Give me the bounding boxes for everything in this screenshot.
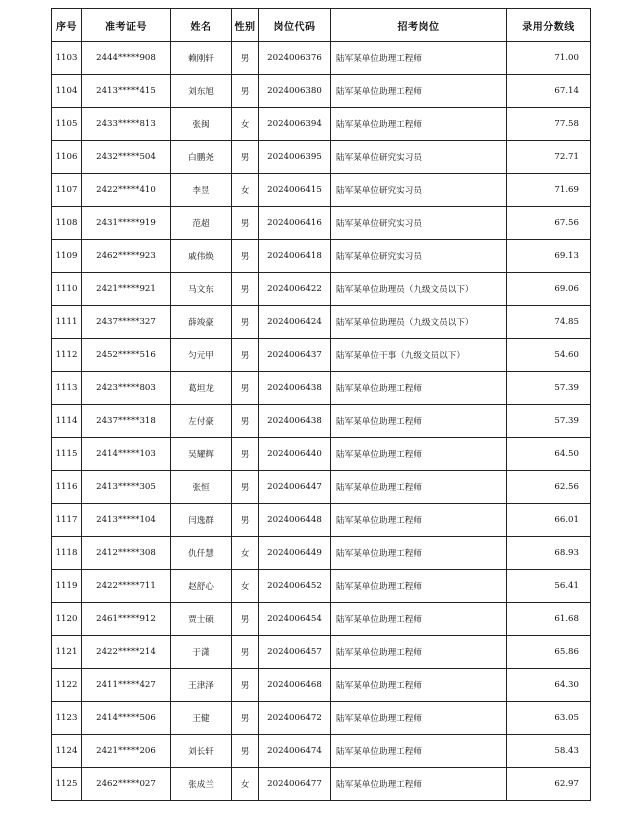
cell-name: 赖刚轩 — [171, 42, 232, 75]
cell-gender: 女 — [232, 570, 259, 603]
table-row — [52, 273, 591, 306]
table-row — [52, 339, 591, 372]
cell-ticket-number: 2414*****103 — [82, 438, 171, 471]
cell-ticket-number: 2444*****908 — [82, 42, 171, 75]
cell-position: 陆军某单位研究实习员 — [331, 240, 507, 273]
cell-gender: 女 — [232, 174, 259, 207]
cell-name: 范超 — [171, 207, 232, 240]
cell-ticket-number: 2461*****912 — [82, 603, 171, 636]
cell-score: 54.60 — [507, 339, 591, 372]
cell-name: 张闽 — [171, 108, 232, 141]
cell-position-code: 2024006474 — [259, 735, 331, 768]
cell-gender: 男 — [232, 438, 259, 471]
cell-score: 72.71 — [507, 141, 591, 174]
cell-name: 仇仟慧 — [171, 537, 232, 570]
cell-gender: 男 — [232, 471, 259, 504]
header-name: 姓名 — [171, 9, 232, 42]
table-row — [52, 240, 591, 273]
table-row — [52, 504, 591, 537]
results-table — [51, 8, 591, 801]
cell-name: 王津泽 — [171, 669, 232, 702]
cell-position: 陆军某单位助理工程师 — [331, 735, 507, 768]
header-position: 招考岗位 — [331, 9, 507, 42]
cell-ticket-number: 2433*****813 — [82, 108, 171, 141]
header-seq: 序号 — [52, 9, 82, 42]
cell-score: 67.56 — [507, 207, 591, 240]
table-row — [52, 108, 591, 141]
cell-gender: 男 — [232, 636, 259, 669]
cell-name: 赵舒心 — [171, 570, 232, 603]
cell-position: 陆军某单位助理工程师 — [331, 504, 507, 537]
cell-position-code: 2024006454 — [259, 603, 331, 636]
cell-position-code: 2024006424 — [259, 306, 331, 339]
cell-position-code: 2024006380 — [259, 75, 331, 108]
cell-ticket-number: 2452*****516 — [82, 339, 171, 372]
cell-position: 陆军某单位研究实习员 — [331, 207, 507, 240]
cell-seq: 1103 — [52, 42, 82, 75]
cell-name: 葛坦龙 — [171, 372, 232, 405]
cell-gender: 女 — [232, 108, 259, 141]
cell-seq: 1113 — [52, 372, 82, 405]
cell-score: 64.50 — [507, 438, 591, 471]
cell-position-code: 2024006438 — [259, 372, 331, 405]
cell-name: 张恒 — [171, 471, 232, 504]
cell-gender: 男 — [232, 306, 259, 339]
cell-position: 陆军某单位助理员（九级文员以下） — [331, 306, 507, 339]
cell-position-code: 2024006376 — [259, 42, 331, 75]
cell-seq: 1107 — [52, 174, 82, 207]
cell-position-code: 2024006416 — [259, 207, 331, 240]
cell-position: 陆军某单位助理工程师 — [331, 702, 507, 735]
cell-name: 薛竣豪 — [171, 306, 232, 339]
cell-score: 71.69 — [507, 174, 591, 207]
cell-ticket-number: 2431*****919 — [82, 207, 171, 240]
cell-ticket-number: 2422*****410 — [82, 174, 171, 207]
cell-seq: 1110 — [52, 273, 82, 306]
cell-seq: 1116 — [52, 471, 82, 504]
table-row — [52, 141, 591, 174]
cell-ticket-number: 2413*****104 — [82, 504, 171, 537]
table-row — [52, 603, 591, 636]
table-row — [52, 702, 591, 735]
cell-score: 67.14 — [507, 75, 591, 108]
cell-ticket-number: 2462*****923 — [82, 240, 171, 273]
cell-ticket-number: 2421*****206 — [82, 735, 171, 768]
cell-name: 戚伟焕 — [171, 240, 232, 273]
cell-position: 陆军某单位助理工程师 — [331, 603, 507, 636]
table-row — [52, 570, 591, 603]
cell-gender: 男 — [232, 273, 259, 306]
cell-seq: 1121 — [52, 636, 82, 669]
cell-score: 56.41 — [507, 570, 591, 603]
cell-score: 58.43 — [507, 735, 591, 768]
table-row — [52, 669, 591, 702]
cell-gender: 女 — [232, 537, 259, 570]
cell-position: 陆军某单位研究实习员 — [331, 141, 507, 174]
cell-ticket-number: 2421*****921 — [82, 273, 171, 306]
cell-position-code: 2024006422 — [259, 273, 331, 306]
cell-position: 陆军某单位助理工程师 — [331, 438, 507, 471]
cell-position-code: 2024006418 — [259, 240, 331, 273]
cell-position: 陆军某单位助理工程师 — [331, 108, 507, 141]
cell-seq: 1123 — [52, 702, 82, 735]
cell-ticket-number: 2414*****506 — [82, 702, 171, 735]
cell-position: 陆军某单位助理工程师 — [331, 537, 507, 570]
cell-name: 张成兰 — [171, 768, 232, 801]
cell-ticket-number: 2413*****305 — [82, 471, 171, 504]
cell-position: 陆军某单位助理工程师 — [331, 42, 507, 75]
cell-position: 陆军某单位助理工程师 — [331, 570, 507, 603]
cell-gender: 男 — [232, 603, 259, 636]
table-row — [52, 405, 591, 438]
cell-seq: 1112 — [52, 339, 82, 372]
table-row — [52, 306, 591, 339]
table-row — [52, 768, 591, 801]
cell-ticket-number: 2412*****308 — [82, 537, 171, 570]
cell-position-code: 2024006448 — [259, 504, 331, 537]
cell-position: 陆军某单位研究实习员 — [331, 174, 507, 207]
cell-seq: 1108 — [52, 207, 82, 240]
cell-position: 陆军某单位助理工程师 — [331, 75, 507, 108]
cell-position: 陆军某单位助理工程师 — [331, 636, 507, 669]
header-row — [52, 9, 591, 42]
cell-score: 62.56 — [507, 471, 591, 504]
cell-name: 左付豪 — [171, 405, 232, 438]
cell-name: 王健 — [171, 702, 232, 735]
cell-ticket-number: 2437*****318 — [82, 405, 171, 438]
cell-score: 69.06 — [507, 273, 591, 306]
cell-position-code: 2024006457 — [259, 636, 331, 669]
table-row — [52, 207, 591, 240]
cell-ticket-number: 2422*****214 — [82, 636, 171, 669]
cell-gender: 男 — [232, 75, 259, 108]
table-row — [52, 75, 591, 108]
cell-position: 陆军某单位助理工程师 — [331, 405, 507, 438]
cell-position: 陆军某单位助理工程师 — [331, 372, 507, 405]
cell-gender: 男 — [232, 240, 259, 273]
cell-name: 李昱 — [171, 174, 232, 207]
cell-position-code: 2024006449 — [259, 537, 331, 570]
cell-score: 61.68 — [507, 603, 591, 636]
cell-name: 马文东 — [171, 273, 232, 306]
cell-score: 66.01 — [507, 504, 591, 537]
cell-position-code: 2024006452 — [259, 570, 331, 603]
table-row — [52, 438, 591, 471]
cell-name: 刘东旭 — [171, 75, 232, 108]
cell-name: 闫逸群 — [171, 504, 232, 537]
cell-ticket-number: 2413*****415 — [82, 75, 171, 108]
cell-position-code: 2024006395 — [259, 141, 331, 174]
cell-seq: 1118 — [52, 537, 82, 570]
cell-position-code: 2024006394 — [259, 108, 331, 141]
cell-seq: 1104 — [52, 75, 82, 108]
cell-gender: 男 — [232, 141, 259, 174]
cell-gender: 男 — [232, 702, 259, 735]
cell-position: 陆军某单位助理员（九级文员以下） — [331, 273, 507, 306]
table-row — [52, 636, 591, 669]
header-position-code: 岗位代码 — [259, 9, 331, 42]
cell-position-code: 2024006447 — [259, 471, 331, 504]
cell-gender: 男 — [232, 504, 259, 537]
cell-seq: 1119 — [52, 570, 82, 603]
cell-ticket-number: 2411*****427 — [82, 669, 171, 702]
cell-position-code: 2024006437 — [259, 339, 331, 372]
cell-gender: 男 — [232, 42, 259, 75]
cell-position-code: 2024006440 — [259, 438, 331, 471]
cell-seq: 1124 — [52, 735, 82, 768]
cell-gender: 男 — [232, 207, 259, 240]
cell-name: 贾士硕 — [171, 603, 232, 636]
header-ticket-number: 准考证号 — [82, 9, 171, 42]
cell-ticket-number: 2432*****504 — [82, 141, 171, 174]
cell-ticket-number: 2422*****711 — [82, 570, 171, 603]
cell-seq: 1115 — [52, 438, 82, 471]
table-row — [52, 471, 591, 504]
cell-score: 64.30 — [507, 669, 591, 702]
cell-seq: 1122 — [52, 669, 82, 702]
cell-position: 陆军某单位助理工程师 — [331, 471, 507, 504]
cell-score: 57.39 — [507, 372, 591, 405]
cell-score: 77.58 — [507, 108, 591, 141]
table-row — [52, 42, 591, 75]
cell-seq: 1125 — [52, 768, 82, 801]
cell-position: 陆军某单位助理工程师 — [331, 768, 507, 801]
cell-position-code: 2024006415 — [259, 174, 331, 207]
cell-seq: 1106 — [52, 141, 82, 174]
cell-name: 白鹏尧 — [171, 141, 232, 174]
cell-score: 63.05 — [507, 702, 591, 735]
cell-name: 匀元甲 — [171, 339, 232, 372]
cell-score: 65.86 — [507, 636, 591, 669]
header-gender: 性别 — [232, 9, 259, 42]
cell-position-code: 2024006468 — [259, 669, 331, 702]
table-header — [52, 9, 591, 42]
cell-seq: 1111 — [52, 306, 82, 339]
cell-ticket-number: 2462*****027 — [82, 768, 171, 801]
cell-gender: 男 — [232, 669, 259, 702]
table-row — [52, 537, 591, 570]
cell-seq: 1109 — [52, 240, 82, 273]
cell-seq: 1105 — [52, 108, 82, 141]
cell-ticket-number: 2437*****327 — [82, 306, 171, 339]
cell-position-code: 2024006477 — [259, 768, 331, 801]
cell-gender: 男 — [232, 339, 259, 372]
cell-score: 57.39 — [507, 405, 591, 438]
table-row — [52, 735, 591, 768]
cell-name: 吴耀辉 — [171, 438, 232, 471]
cell-gender: 男 — [232, 372, 259, 405]
cell-gender: 男 — [232, 405, 259, 438]
cell-position-code: 2024006472 — [259, 702, 331, 735]
table-row — [52, 372, 591, 405]
cell-score: 68.93 — [507, 537, 591, 570]
cell-gender: 男 — [232, 735, 259, 768]
cell-score: 71.00 — [507, 42, 591, 75]
table-row — [52, 174, 591, 207]
cell-seq: 1114 — [52, 405, 82, 438]
cell-name: 刘长轩 — [171, 735, 232, 768]
cell-ticket-number: 2423*****803 — [82, 372, 171, 405]
cell-score: 62.97 — [507, 768, 591, 801]
cell-seq: 1120 — [52, 603, 82, 636]
cell-score: 69.13 — [507, 240, 591, 273]
cell-gender: 女 — [232, 768, 259, 801]
header-score: 录用分数线 — [507, 9, 591, 42]
cell-position: 陆军某单位干事（九级文员以下） — [331, 339, 507, 372]
cell-position: 陆军某单位助理工程师 — [331, 669, 507, 702]
cell-seq: 1117 — [52, 504, 82, 537]
table-body — [52, 42, 591, 801]
cell-name: 于潇 — [171, 636, 232, 669]
cell-score: 74.85 — [507, 306, 591, 339]
cell-position-code: 2024006438 — [259, 405, 331, 438]
